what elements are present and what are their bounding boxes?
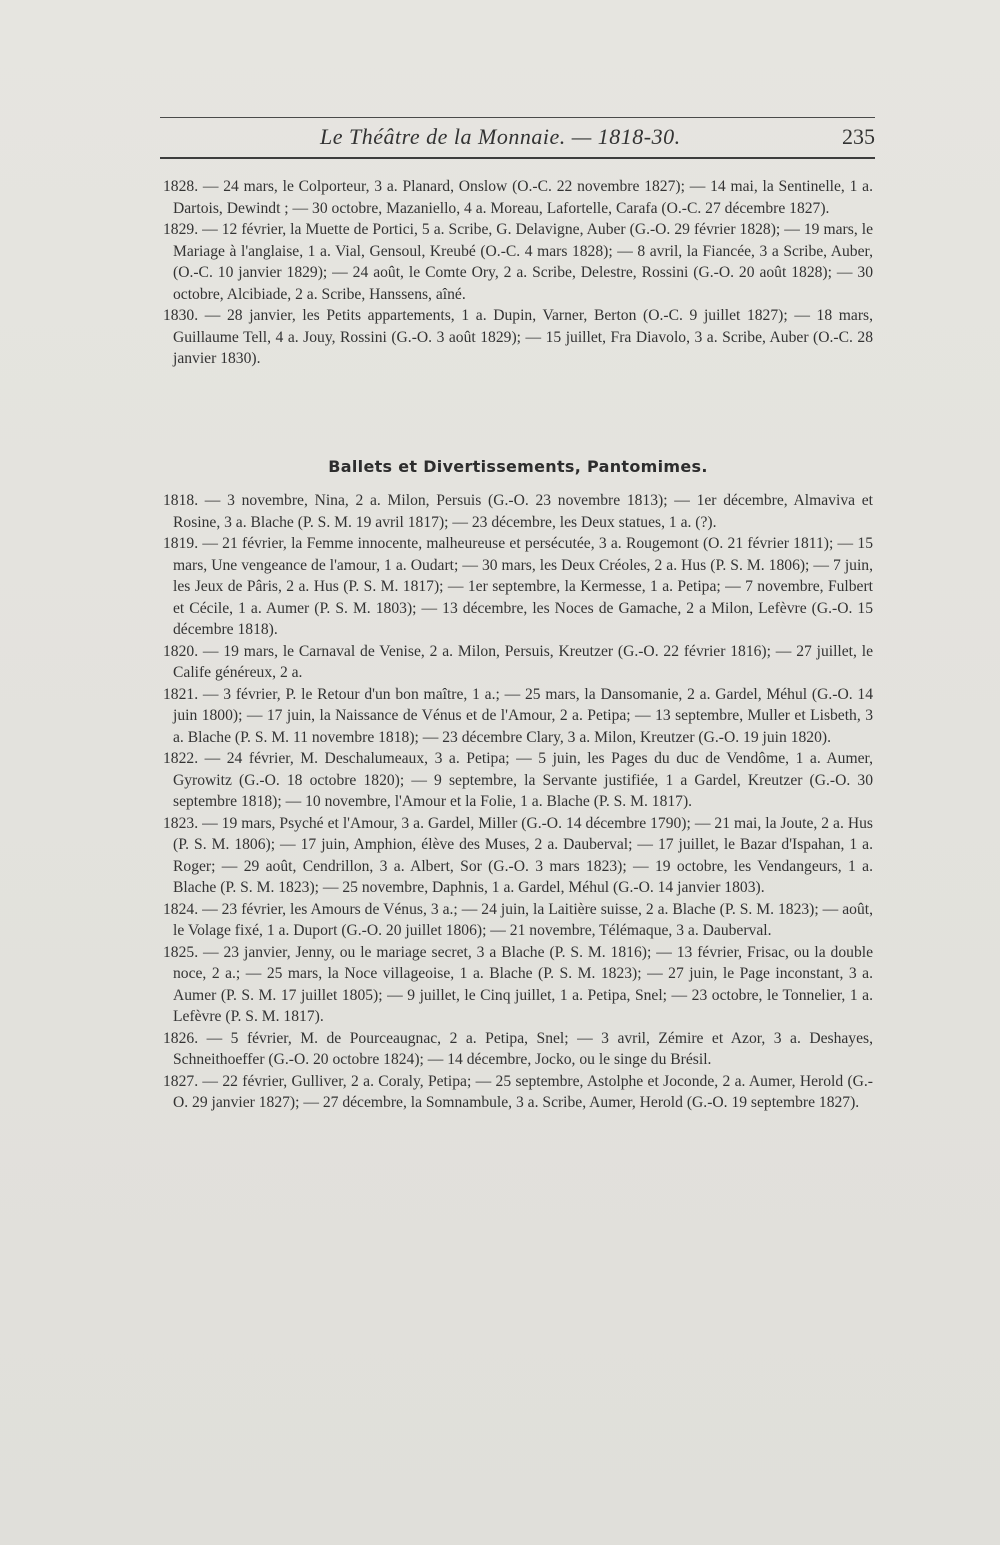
page-number: 235	[842, 124, 875, 149]
ballet-entry-1821: 1821. — 3 février, P. le Retour d'un bon maître, 1 a.; — 25 mars, la Dansomanie, 2 a. Gardel, Méhul (G.-O. 14 juin 1800); — 17 juin, la Naissance de Vénus et de l'Amour, 2 a. Petipa; — 13 septembre, Muller et Lisbeth, 3 a. Blache (P. S. M. 11 novembre 1818); — 23 décembre Clary, 3 a. Milon, Kreutzer (G.-O. 19 juin 1820).	[163, 685, 873, 746]
running-title: Le Théâtre de la Monnaie. — 1818-30.	[320, 124, 681, 149]
header-bottom-rule	[160, 157, 875, 159]
ballet-entry-1824: 1824. — 23 février, les Amours de Vénus, 3 a.; — 24 juin, la Laitière suisse, 2 a. Blache (P. S. M. 1823); — août, le Volage fixé, 1 a. Duport (G.-O. 20 juillet 1806); — 21 novembre, Télémaque, 3 a. Dauberval.	[163, 900, 873, 939]
opera-list	[163, 176, 873, 370]
page-header	[160, 124, 875, 154]
year-entry-1828: 1828. — 24 mars, le Colporteur, 3 a. Planard, Onslow (O.-C. 22 novembre 1827); — 14 mai, la Sentinelle, 1 a. Dartois, Dewindt ; — 30 octobre, Mazaniello, 4 a. Moreau, Lafortelle, Carafa (O.-C. 27 décembre 1827).	[163, 178, 873, 217]
ballet-entry-1827: 1827. — 22 février, Gulliver, 2 a. Coraly, Petipa; — 25 septembre, Astolphe et Joconde, 2 a. Aumer, Herold (G.-O. 29 janvier 1827); — 27 décembre, la Somnambule, 3 a. Scribe, Aumer, Herold (G.-O. 19 septembre 1827).	[163, 1072, 873, 1111]
header-top-rule	[160, 117, 875, 118]
ballet-entry-1818: 1818. — 3 novembre, Nina, 2 a. Milon, Persuis (G.-O. 23 novembre 1813); — 1er décembre, Almaviva et Rosine, 3 a. Blache (P. S. M. 19 avril 1817); — 23 décembre, les Deux statues, 1 a. (?).	[163, 492, 873, 531]
ballet-entry-1823: 1823. — 19 mars, Psyché et l'Amour, 3 a. Gardel, Miller (G.-O. 14 décembre 1790); — 21 mai, la Joute, 2 a. Hus (P. S. M. 1806); — 17 juin, Amphion, élève des Muses, 2 a. Dauberval; — 17 juillet, le Bazar d'Ispahan, 1 a. Roger; — 29 août, Cendrillon, 3 a. Albert, Sor (G.-O. 3 mars 1823); — 19 octobre, les Vendangeurs, 1 a. Blache (P. S. M. 1823); — 25 novembre, Daphnis, 1 a. Gardel, Méhul (G.-O. 14 janvier 1803).	[163, 814, 873, 896]
ballet-entry-1820: 1820. — 19 mars, le Carnaval de Venise, 2 a. Milon, Persuis, Kreutzer (G.-O. 22 février 1816); — 27 juillet, le Calife généreux, 2 a.	[163, 642, 873, 681]
year-entry-1829: 1829. — 12 février, la Muette de Portici, 5 a. Scribe, G. Delavigne, Auber (G.-O. 29 février 1828); — 19 mars, le Mariage à l'anglaise, 1 a. Vial, Gensoul, Kreubé (O.-C. 4 mars 1828); — 8 avril, la Fiancée, 3 a Scribe, Auber, (O.-C. 10 janvier 1829); — 24 août, le Comte Ory, 2 a. Scribe, Delestre, Rossini (G.-O. 20 août 1828); — 30 octobre, Alcibiade, 2 a. Scribe, Hanssens, aîné.	[163, 221, 873, 303]
ballet-entry-1825: 1825. — 23 janvier, Jenny, ou le mariage secret, 3 a Blache (P. S. M. 1816); — 13 février, Frisac, ou la double noce, 2 a.; — 25 mars, la Noce villageoise, 1 a. Blache (P. S. M. 1823); — 27 juin, le Page inconstant, 3 a. Aumer (P. S. M. 17 juillet 1805); — 9 juillet, le Cinq juillet, 1 a. Petipa, Snel; — 23 octobre, le Tonnelier, 1 a. Lefèvre (P. S. M. 1817).	[163, 943, 873, 1025]
ballet-entry-1822: 1822. — 24 février, M. Deschalumeaux, 3 a. Petipa; — 5 juin, les Pages du duc de Vendôme, 1 a. Aumer, Gyrowitz (G.-O. 18 octobre 1820); — 9 septembre, la Servante justifiée, 1 a Gardel, Kreutzer (G.-O. 30 septembre 1818); — 10 novembre, l'Amour et la Folie, 1 a. Blache (P. S. M. 1817).	[163, 750, 873, 810]
ballet-entry-1819: 1819. — 21 février, la Femme innocente, malheureuse et persécutée, 3 a. Rougemont (O. 21 février 1811); — 15 mars, Une vengeance de l'amour, 1 a. Oudart; — 30 mars, les Deux Créoles, 2 a. Hus (P. S. M. 1806); — 7 juin, les Jeux de Pâris, 2 a. Hus (P. S. M. 1817); — 1er septembre, la Kermesse, 1 a. Petipa; — 7 novembre, Fulbert et Cécile, 1 a. Aumer (P. S. M. 1803); — 13 décembre, les Noces de Gamache, 2 a Milon, Lefèvre (G.-O. 15 décembre 1818).	[163, 535, 873, 638]
section-heading-ballets: Ballets et Divertissements, Pantomimes.	[328, 457, 708, 476]
ballet-entry-1826: 1826. — 5 février, M. de Pourceaugnac, 2 a. Petipa, Snel; — 3 avril, Zémire et Azor, 3 a. Deshayes, Schneithoeffer (G.-O. 20 octobre 1824); — 14 décembre, Jocko, ou le singe du Brésil.	[163, 1029, 873, 1068]
ballet-list	[163, 490, 873, 1114]
year-entry-1830: 1830. — 28 janvier, les Petits appartements, 1 a. Dupin, Varner, Berton (O.-C. 9 juillet 1827); — 18 mars, Guillaume Tell, 4 a. Jouy, Rossini (G.-O. 3 août 1829); — 15 juillet, Fra Diavolo, 3 a. Scribe, Auber (O.-C. 28 janvier 1830).	[163, 307, 873, 367]
